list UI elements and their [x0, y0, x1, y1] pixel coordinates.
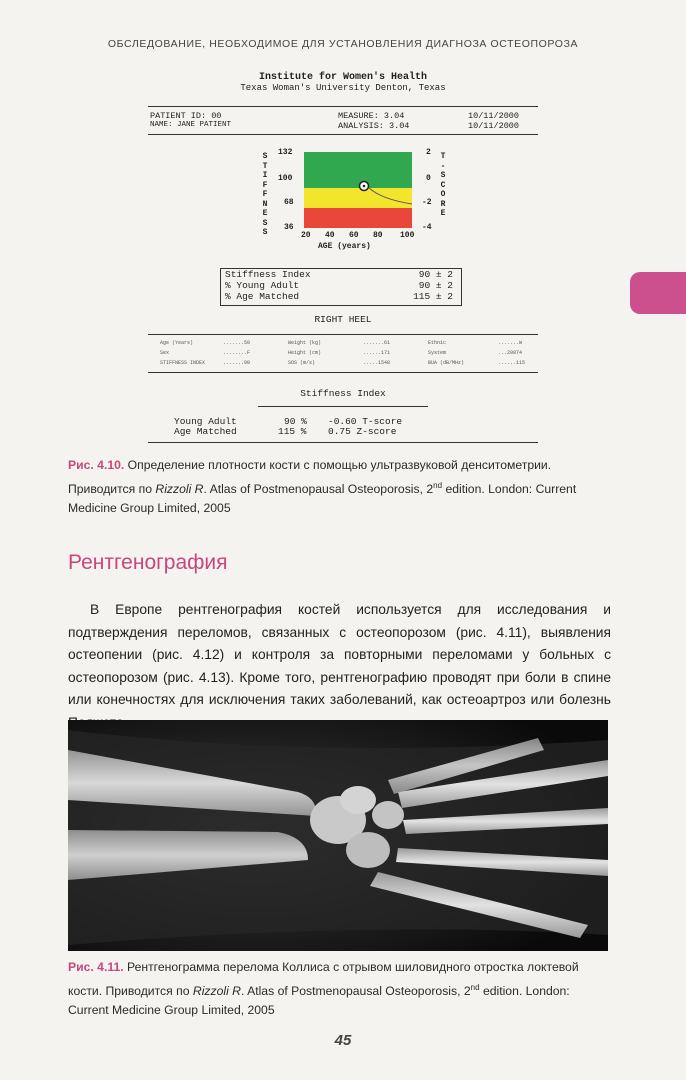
stiffness-index-title: Stiffness Index [300, 388, 386, 399]
y-tick: 132 [278, 148, 293, 157]
tscore-axis-title: T - S C O R E [440, 152, 446, 218]
figure-caption-4-11: Рис. 4.11. Рентгенограмма перелома Коллиса с отрывом шиловидного отростка локтевой кости. Приводится по Rizzoli R. Atlas of Postmenopausal Osteoporosis, 2nd edition. London: Current Medicine Group Limited, 2005 [68, 960, 579, 1018]
xray-image [68, 720, 608, 951]
age-matched-pct: 115 % [278, 426, 307, 437]
y-tick: 68 [284, 198, 294, 207]
page-number: 45 [334, 1032, 352, 1049]
t-tick: 0 [426, 174, 431, 183]
young-adult-pct: 90 % [284, 416, 307, 427]
x-tick: 100 [400, 231, 415, 240]
x-tick: 20 [301, 231, 311, 240]
index-box: Stiffness Index 90 ± 2 % Young Adult 90 ± 2 % Age Matched 115 ± 2 [220, 268, 462, 306]
analysis: ANALYSIS: 3.04 [338, 121, 410, 131]
running-head: ОБСЛЕДОВАНИЕ, НЕОБХОДИМОЕ ДЛЯ УСТАНОВЛЕНИЯ ДИАГНОЗА ОСТЕОПОРОЗА [107, 38, 579, 50]
x-tick: 60 [349, 231, 359, 240]
stiffness-axis-title: S T I F F N E S S [262, 152, 268, 237]
age-matched-score: 0.75 Z-score [328, 426, 397, 437]
chart-overlay [304, 152, 412, 228]
young-adult-score: -0.60 T-score [328, 416, 403, 427]
young-adult-label: Young Adult [174, 416, 237, 427]
chapter-tab-marker [630, 272, 686, 314]
report-institute: Institute for Women's Health [258, 72, 428, 83]
body-paragraph: В Европе рентгенография костей используется для исследования и подтверждения переломов, связанных с остеопорозом (рис. 4.11), выявления остеопении (рис. 4.12) и контроля за повторными переломами у больных с остеопорозом (рис. 4.13). Кроме того, рентгенографию проводят при боли в спине или конечностях для исключения таких заболеваний, как остеоартроз или болезнь [68, 602, 611, 708]
t-tick: -2 [422, 198, 432, 207]
y-tick: 100 [278, 174, 293, 183]
x-tick: 80 [373, 231, 383, 240]
patient-name: NAME: JANE PATIENT [150, 121, 232, 129]
x-axis-label: AGE (years) [318, 242, 371, 251]
t-tick: 2 [426, 148, 431, 157]
age-matched-label: Age Matched [174, 426, 237, 437]
patient-id: PATIENT ID: 00 [150, 111, 222, 121]
densitometry-report: Institute for Women's Health Texas Woman's University Denton, Texas PATIENT ID: 00 NAME: JANE PATIENT MEASURE: 3.04 ANALYSIS: 3.04 10/11/2000 10/11/2000 S T I F F N E S S T - S C O R E 132 100 68 36 2 0 -2 -4 20 40 60 80 100 AGE (years) Stiffness Index 90 ± 2 % Young Adult 90 ± 2 % Age Matched 115 ± 2 RIGHT HEEL Age (Years) .......50 Weight (kg) .......61 Ethnic .......W Sex ........F Height (cm) ......171 System ...20874 STIFFNESS INDEX .......90 SOS (m/s) .....1548 BUA (dB/MHz) ......115 Stiffness Index Young Adult 90 % -0.60 T-score Age Matched 115 % 0.75 Z-score [138, 68, 548, 448]
site-label: RIGHT HEEL [314, 314, 372, 325]
measure: MEASURE: 3.04 [338, 111, 405, 121]
report-university: Texas Woman's University Denton, Texas [240, 83, 446, 93]
date-analysis: 10/11/2000 [468, 121, 520, 131]
y-tick: 36 [284, 223, 294, 232]
date-measure: 10/11/2000 [468, 111, 520, 121]
figure-caption-4-10: Рис. 4.10. Определение плотности кости с помощью ультразвуковой денситометрии. Приводится по Rizzoli R. Atlas of Postmenopausal Osteoporosis, 2nd edition. London: Current Medicine Group Limited, 2005 [68, 458, 577, 516]
t-tick: -4 [422, 223, 432, 232]
x-tick: 40 [325, 231, 335, 240]
section-title: Рентгенография [68, 551, 228, 574]
